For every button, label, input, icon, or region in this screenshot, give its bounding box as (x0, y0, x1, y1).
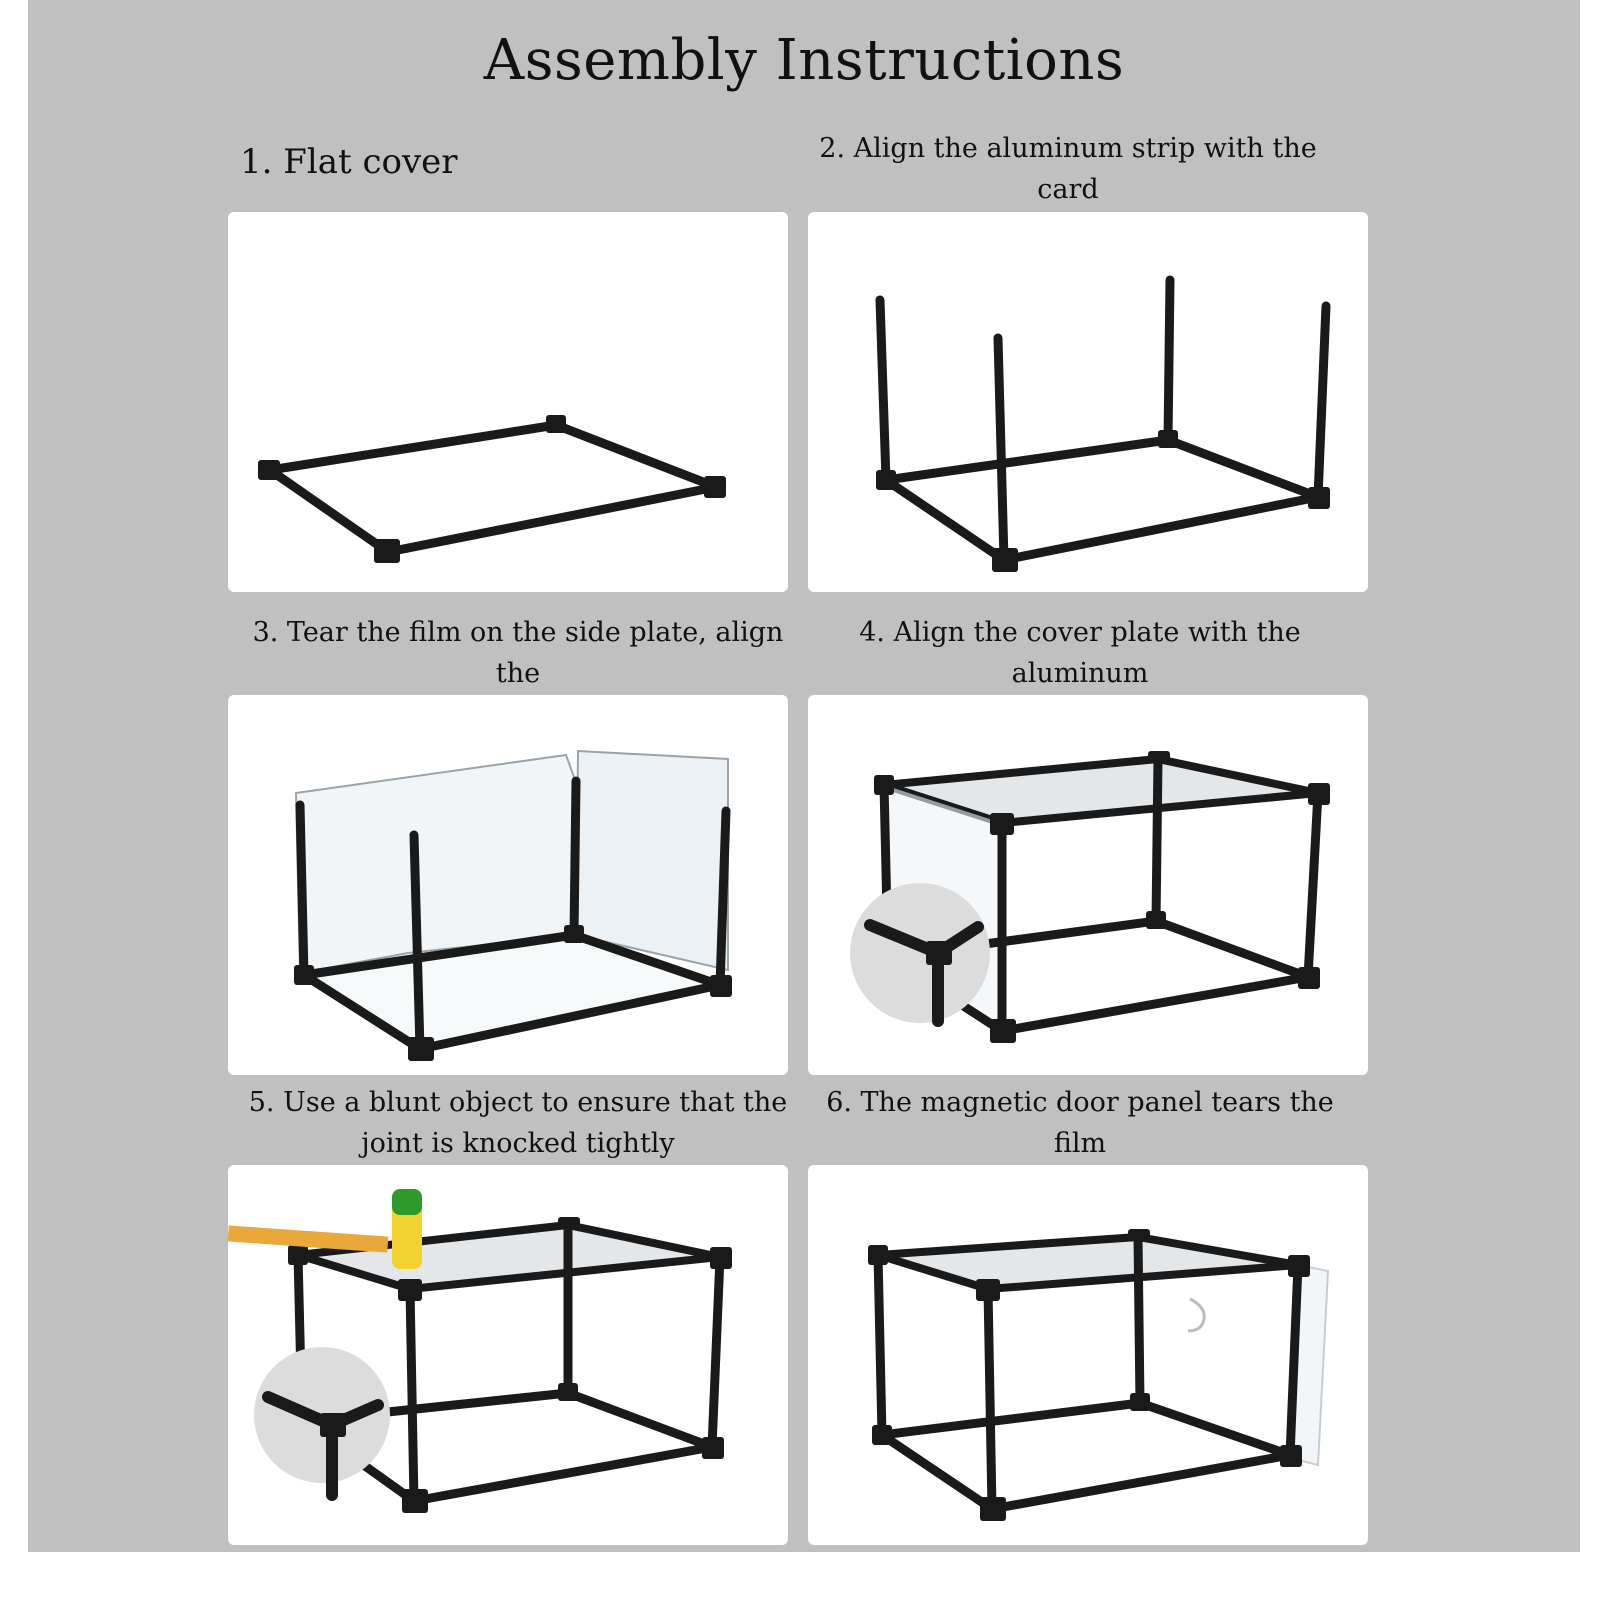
step-6-panel (808, 1165, 1368, 1545)
step-1-panel (228, 212, 788, 592)
cover-plate-illustration (808, 695, 1368, 1075)
step-4-caption: 4. Align the cover plate with the aluminum (859, 617, 1301, 689)
instruction-sheet (28, 0, 1580, 1552)
step-4-panel (808, 695, 1368, 1075)
side-plates-illustration (228, 695, 788, 1075)
step-3-panel (228, 695, 788, 1075)
mallet-knocking-illustration (228, 1165, 788, 1545)
flat-cover-frame-illustration (228, 212, 788, 592)
step-2-panel (808, 212, 1368, 592)
step-5-panel (228, 1165, 788, 1545)
vertical-strips-illustration (808, 212, 1368, 592)
step-3-caption: 3. Tear the film on the side plate, align the (252, 617, 784, 689)
step-6-caption: 6. The magnetic door panel tears the film (826, 1087, 1334, 1159)
step-5-caption: 5. Use a blunt object to ensure that the joint is knocked tightly (248, 1087, 788, 1159)
step-1-caption: 1. Flat cover (240, 142, 458, 182)
magnetic-door-illustration (808, 1165, 1368, 1545)
step-2-caption: 2. Align the aluminum strip with the card (819, 133, 1317, 205)
page-title: Assembly Instructions (483, 28, 1125, 93)
